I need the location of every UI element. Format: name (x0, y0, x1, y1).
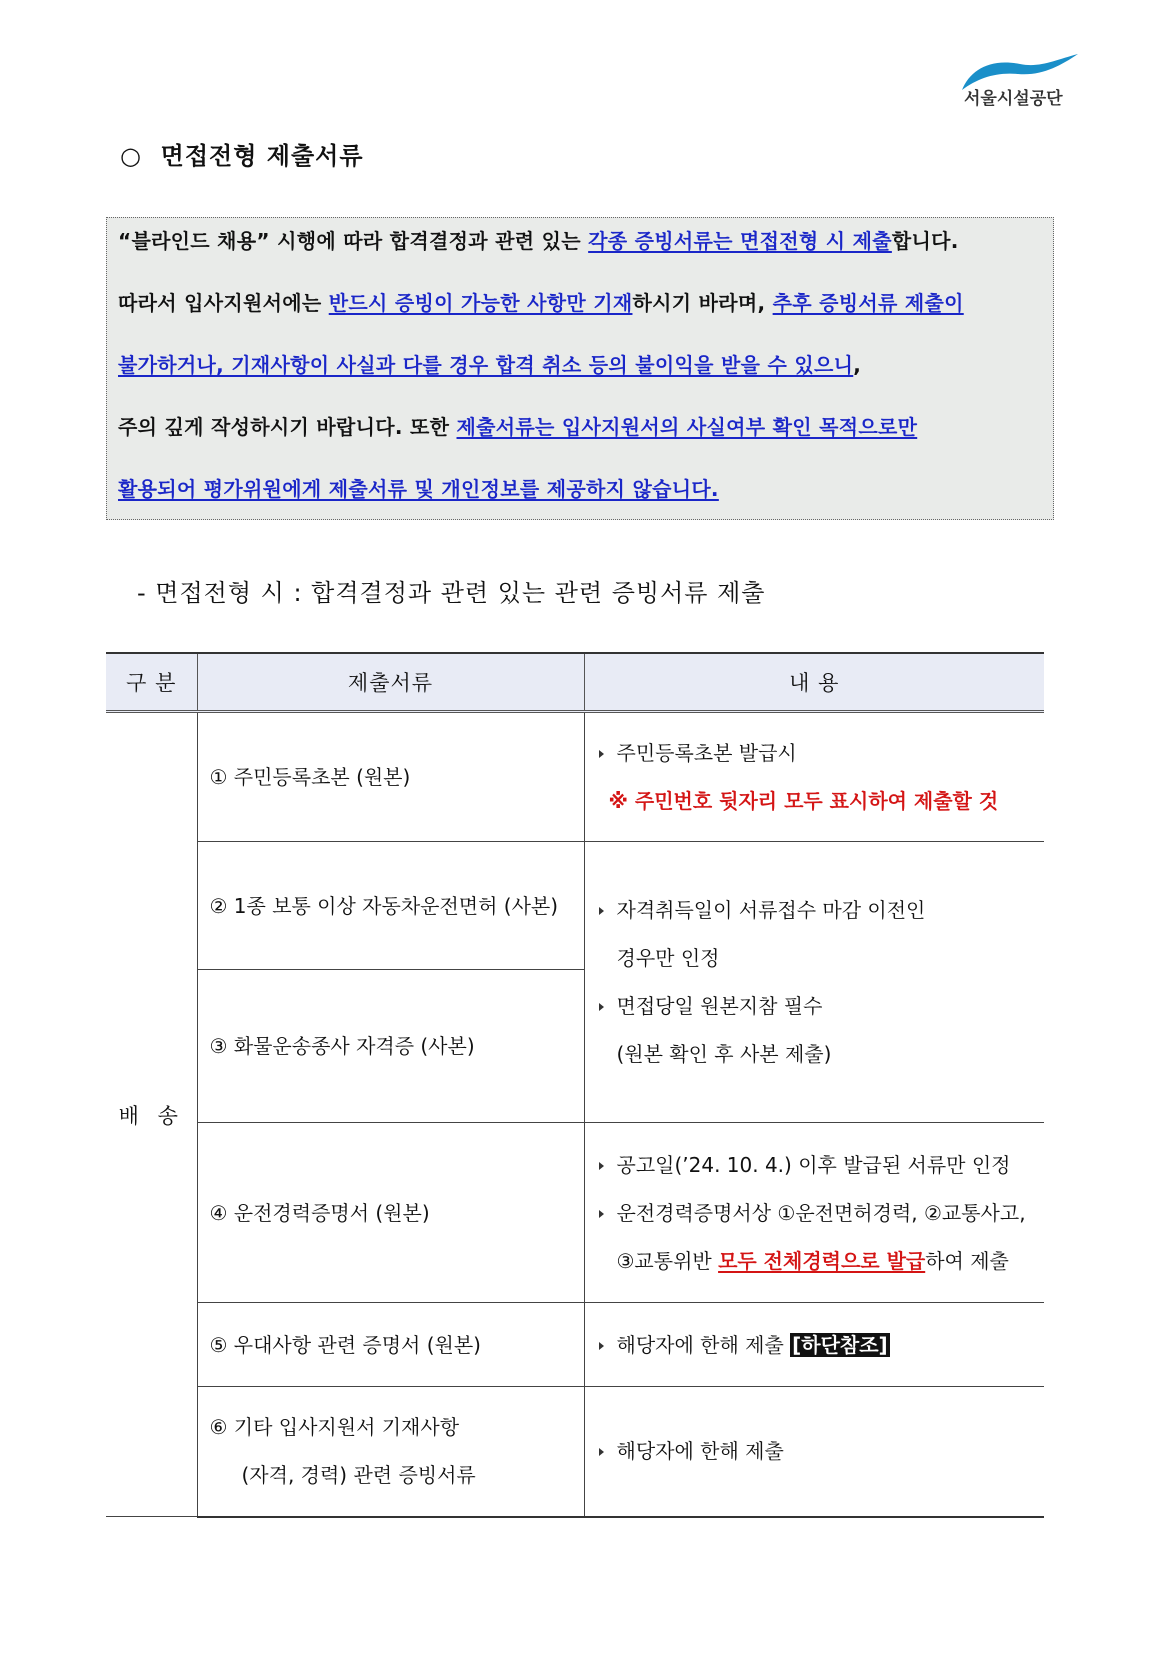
notice-text: 주의 깊게 작성하시기 바랍니다. 또한 (118, 415, 457, 439)
notice-highlight: 반드시 증빙이 가능한 사항만 기재 (328, 291, 633, 315)
doc-name: ⑥ 기타 입사지원서 기재사항 (209, 1415, 460, 1440)
table-row (106, 712, 1044, 842)
notice-line-3 (118, 351, 1043, 413)
continuation-text: ③교통위반 (616, 1248, 719, 1273)
bullet-continuation: 경우만 인정 (616, 946, 720, 970)
doc-cell (197, 842, 584, 970)
subline: - 면접전형 시 : 합격결정과 관련 있는 관련 증빙서류 제출 (137, 579, 766, 607)
table-row (106, 1303, 1044, 1387)
continuation-text: 하여 제출 (925, 1248, 1009, 1273)
notice-line-2 (118, 289, 1043, 351)
section-title-text: 면접전형 제출서류 (160, 142, 364, 170)
doc-name: ④ 운전경력증명서 (원본) (209, 1200, 430, 1225)
doc-cell (197, 1387, 584, 1517)
notice-highlight: 불가하거나, 기재사항이 사실과 다를 경우 합격 취소 등의 불이익을 받을 수 있으니 (118, 353, 854, 377)
notice-highlight: 각종 증빙서류는 면접전형 시 제출 (588, 229, 892, 253)
notice-text: 합니다. (891, 229, 959, 253)
content-cell (584, 1303, 1044, 1387)
content-cell (584, 712, 1044, 842)
notice-text: “블라인드 채용” 시행에 따라 합격결정과 관련 있는 (118, 229, 589, 253)
documents-table (106, 652, 1044, 1518)
logo (960, 52, 1080, 112)
content-cell (584, 1387, 1044, 1517)
header-content: 내 용 (584, 653, 1044, 712)
notice-highlight: 추후 증빙서류 제출이 (772, 291, 964, 315)
warning-text: ※ 주민번호 뒷자리 모두 표시하여 제출할 것 (608, 789, 999, 813)
notice-line-4 (118, 413, 1043, 475)
notice-line-5 (118, 475, 1043, 537)
table-row (106, 1387, 1044, 1517)
doc-cell (197, 1303, 584, 1387)
bullet-item: 해당자에 한해 제출 (597, 1427, 1037, 1475)
notice-text: 따라서 입사지원서에는 (118, 291, 329, 315)
bullet-item: 주민등록초본 발급시 (597, 729, 1037, 777)
bullet-continuation (597, 1237, 1037, 1285)
section-title (120, 136, 364, 171)
doc-name: ③ 화물운송종사 자격증 (사본) (209, 1034, 475, 1058)
bullet-item: 면접당일 원본지참 필수 (597, 982, 1037, 1030)
content-cell (584, 1123, 1044, 1303)
header-documents: 제출서류 (197, 653, 584, 712)
notice-text: , (853, 353, 862, 377)
content-cell (584, 842, 1044, 1123)
red-emphasis: 모두 전체경력으로 발급 (718, 1248, 926, 1273)
doc-cell (197, 712, 584, 842)
bullet-item: 공고일(’24. 10. 4.) 이후 발급된 서류만 인정 (597, 1141, 1037, 1189)
table-row (106, 1123, 1044, 1303)
category-cell: 배 송 (106, 712, 197, 1517)
notice-box (106, 217, 1054, 520)
doc-name: ② 1종 보통 이상 자동차운전면허 (사본) (209, 893, 559, 918)
circle-marker: ○ (120, 142, 142, 170)
header-category: 구 분 (106, 653, 197, 712)
bullet-text: 해당자에 한해 제출 (616, 1332, 791, 1357)
doc-name-continuation: (자격, 경력) 관련 증빙서류 (241, 1463, 476, 1488)
logo-text: 서울시설공단 (964, 89, 1063, 109)
table-header-row (106, 653, 1044, 712)
notice-highlight: 활용되어 평가위원에게 제출서류 및 개인정보를 제공하지 않습니다. (118, 477, 719, 501)
doc-name: ⑤ 우대사항 관련 증명서 (원본) (209, 1332, 481, 1357)
bullet-item: 운전경력증명서상 ①운전면허경력, ②교통사고, (597, 1189, 1037, 1237)
bullet-item: 자격취득일이 서류접수 마감 이전인 (597, 886, 1037, 934)
notice-text: 하시기 바라며, (632, 291, 773, 315)
reference-badge: [하단참조] (792, 1332, 888, 1357)
doc-cell (197, 970, 584, 1123)
bullet-continuation: (원본 확인 후 사본 제출) (616, 1042, 832, 1066)
table-row (106, 842, 1044, 970)
notice-highlight: 제출서류는 입사지원서의 사실여부 확인 목적으로만 (456, 415, 918, 439)
bullet-item (597, 1321, 1037, 1369)
doc-name: ① 주민등록초본 (원본) (209, 765, 411, 789)
notice-line-1 (118, 227, 1043, 289)
doc-cell (197, 1123, 584, 1303)
